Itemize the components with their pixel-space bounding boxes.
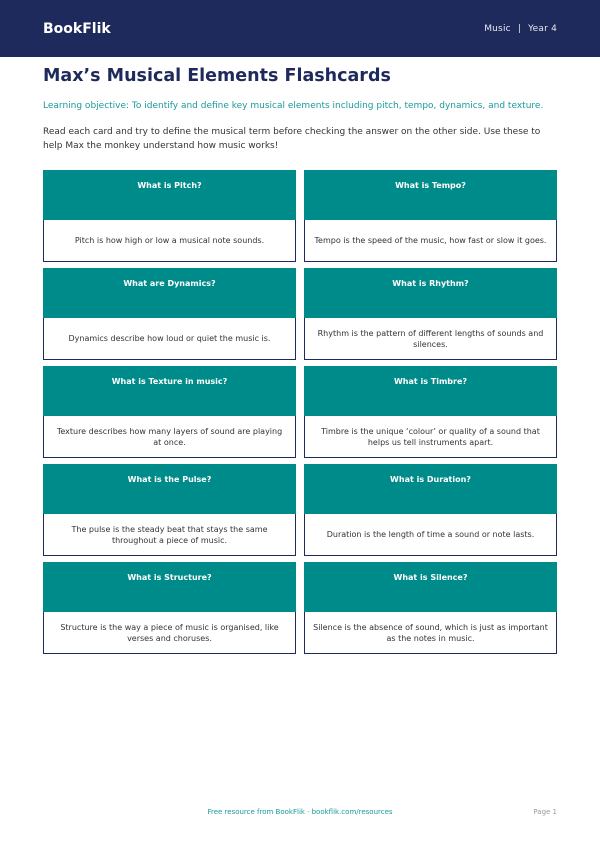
flashcard-answer-text: Silence is the absence of sound, which is just as important as the notes in music. (313, 622, 548, 643)
flashcard-answer-text: Pitch is how high or low a musical note sounds. (74, 236, 265, 245)
flashcard-question: What is Timbre? (304, 366, 557, 416)
flashcard-question: What is Rhythm? (304, 268, 557, 318)
flashcard[interactable] (43, 366, 296, 458)
flashcard-question: What is Tempo? (304, 170, 557, 220)
flashcard-question: What is Structure? (43, 562, 296, 612)
learning-objective: Learning objective: To identify and define key musical elements including pitch, tempo, dynamics, and texture. (43, 101, 544, 111)
flashcard-answer-text: Timbre is the unique ‘colour’ or quality of a sound that helps us tell instruments apart. (321, 426, 540, 447)
header-meta (484, 24, 557, 34)
brand-logo[interactable]: BookFlik (43, 20, 111, 37)
flashcard-answer (304, 514, 557, 556)
flashcard-answer (304, 220, 557, 262)
flashcard-answer (43, 416, 296, 458)
flashcard-answer (304, 416, 557, 458)
header-subject: Music (484, 23, 511, 34)
page-title: Max’s Musical Elements Flashcards (43, 66, 391, 86)
flashcard-answer (43, 514, 296, 556)
flashcard[interactable] (43, 464, 296, 556)
flashcard-question: What are Dynamics? (43, 268, 296, 318)
flashcard-question: What is Texture in music? (43, 366, 296, 416)
flashcard-answer-text: Dynamics describe how loud or quiet the music is. (68, 334, 271, 343)
footer-link[interactable]: Free resource from BookFlik · bookflik.com/resources (207, 808, 393, 816)
flashcard[interactable] (43, 268, 296, 360)
flashcard-answer (43, 612, 296, 654)
flashcard[interactable] (304, 464, 557, 556)
flashcard-answer (304, 612, 557, 654)
flashcard[interactable] (304, 170, 557, 262)
flashcard[interactable] (304, 366, 557, 458)
intro-text: Read each card and try to define the musical term before checking the answer on the other side. Use these to help Max the monkey understand how music works! (43, 127, 541, 151)
flashcard-question: What is Silence? (304, 562, 557, 612)
flashcard-answer-text: Duration is the length of time a sound or note lasts. (326, 530, 535, 539)
flashcard-answer (43, 318, 296, 360)
flashcard[interactable] (43, 170, 296, 262)
flashcard-question: What is Duration? (304, 464, 557, 514)
header-year: Year 4 (528, 23, 557, 34)
page-header (0, 0, 600, 57)
flashcard[interactable] (304, 562, 557, 654)
page-number: Page 1 (533, 808, 557, 816)
flashcard[interactable] (304, 268, 557, 360)
header-separator: | (517, 23, 522, 34)
flashcard-grid (43, 170, 557, 654)
flashcard-answer (304, 318, 557, 360)
flashcard[interactable] (43, 562, 296, 654)
flashcard-answer-text: Structure is the way a piece of music is organised, like verses and choruses. (60, 622, 279, 643)
flashcard-answer-text: Tempo is the speed of the music, how fast or slow it goes. (314, 236, 547, 245)
flashcard-answer-text: The pulse is the steady beat that stays the same throughout a piece of music. (71, 524, 268, 545)
flashcard-answer-text: Texture describes how many layers of sound are playing at once. (56, 426, 283, 447)
flashcard-question: What is the Pulse? (43, 464, 296, 514)
flashcard-question: What is Pitch? (43, 170, 296, 220)
flashcard-answer (43, 220, 296, 262)
flashcard-answer-text: Rhythm is the pattern of different lengths of sounds and silences. (317, 328, 544, 349)
